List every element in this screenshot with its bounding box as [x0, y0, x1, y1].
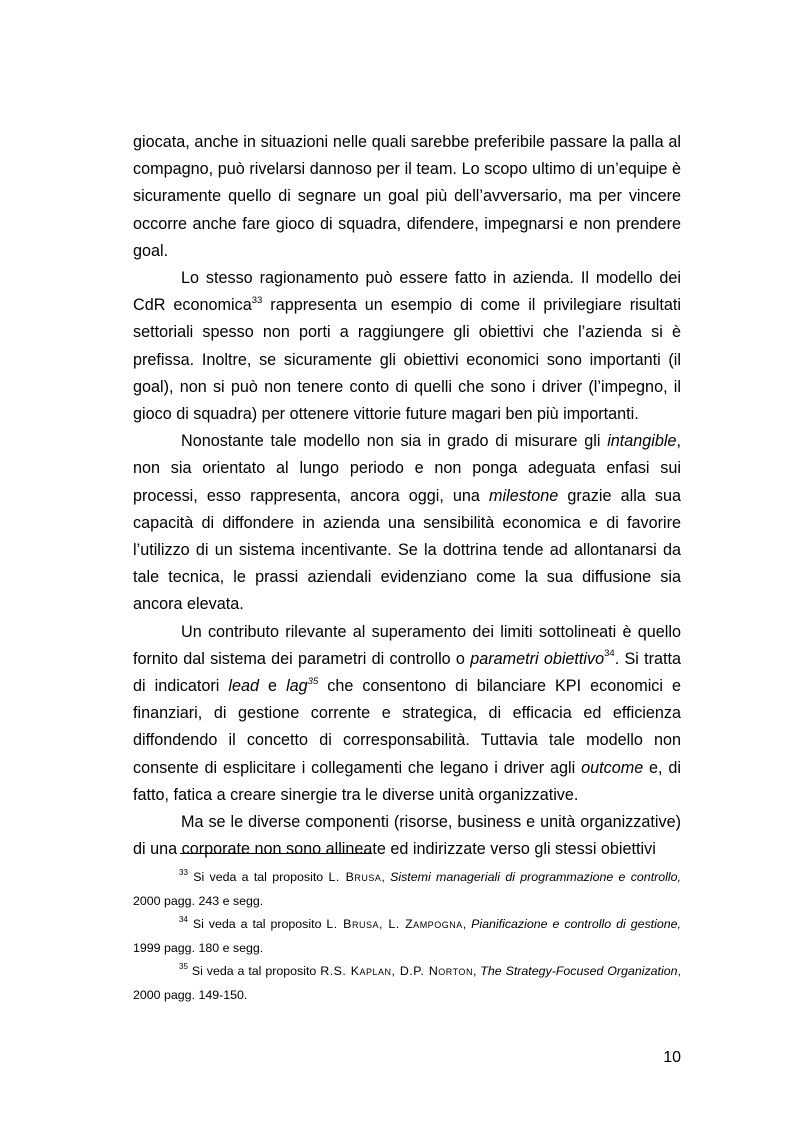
paragraph-2-text-b: rappresenta un esempio di come il privilegiare risultati settoriali spesso non porti a raggiungere gli obiettivi che l’azienda si è prefissa. Inoltre, se sicuramente gli obiettivi economici sono importanti (il goal), non si può non tenere conto di quelli che sono i driver (l’impegno, il gioco di squadra) per ottenere vittorie future magari ben più importanti.	[133, 296, 682, 424]
footnote-33-author: L. Brusa	[328, 870, 382, 884]
paragraph-4-text-c: e	[259, 677, 287, 696]
paragraph-5	[133, 809, 681, 863]
term-lead: lead	[228, 677, 260, 696]
footnote-33-number: 33	[179, 867, 188, 877]
footnote-33-sep: ,	[381, 870, 391, 884]
paragraph-4-text-b: . Si tratta di indicatori	[133, 649, 681, 696]
footnote-34-title: Pianificazione e controllo di gestione,	[471, 917, 681, 931]
footnote-34-number: 34	[179, 914, 188, 924]
paragraph-3	[133, 428, 681, 618]
paragraph-3-text-c: grazie alla sua capacità di diffondere in azienda una sensibilità economica e di favorire l’utilizzo di un sistema incentivante. Se la dottrina tende ad allontanarsi da tale tecnica, le prassi aziendali evidenziano come la sua diffusione sia ancora elevata.	[133, 486, 681, 614]
paragraph-4-text-a: Un contributo rilevante al superamento dei limiti sottolineati è quello fornito dal sistema dei parametri di controllo o	[133, 622, 681, 668]
paragraph-4-text-d: che consentono di bilanciare KPI economici e finanziari, di gestione corrente e strategica, di efficacia ed efficienza diffondendo il concetto di corresponsabilità. Tuttavia tale modello non consente di esplicitare i collegamenti che legano i driver agli	[133, 677, 681, 777]
paragraph-1	[133, 129, 681, 265]
footnote-35	[133, 960, 681, 1007]
paragraph-1-text: giocata, anche in situazioni nelle quali sarebbe preferibile passare la palla al compagno, può rivelarsi dannoso per il team. Lo scopo ultimo di un’equipe è sicuramente quello di segnare un goal più dell’avversario, ma per vincere occorre anche fare gioco di squadra, difendere, impegnarsi e non prendere goal.	[133, 133, 681, 260]
footnote-34	[133, 913, 681, 960]
footnote-ref-35-number: 35	[307, 675, 319, 687]
footnote-34-author: L. Brusa, L. Zampogna	[326, 917, 463, 931]
footnote-33	[133, 866, 681, 913]
term-outcome: outcome	[581, 758, 644, 777]
footnote-33-title: Sistemi manageriali di programmazione e controllo,	[390, 870, 681, 884]
term-lag: lag	[286, 677, 308, 696]
paragraph-2	[133, 265, 681, 428]
paragraph-5-text: Ma se le diverse componenti (risorse, business e unità organizzative) di una corporate non sono allineate ed indirizzate verso gli stessi obiettivi	[133, 813, 681, 859]
main-text	[133, 129, 681, 863]
footnote-35-post: , 2000 pagg. 149-150.	[133, 964, 681, 1002]
paragraph-2-text-a: Lo stesso ragionamento può essere fatto in azienda. Il modello dei CdR economica	[133, 269, 681, 315]
footnote-35-author: R.S. Kaplan, D.P. Norton	[320, 964, 473, 978]
footnote-ref-35	[308, 676, 319, 687]
footnote-separator	[180, 853, 372, 854]
footnotes	[133, 866, 681, 1007]
footnote-34-pre: Si veda a tal proposito	[187, 917, 327, 931]
footnote-34-post: 1999 pagg. 180 e segg.	[133, 940, 264, 955]
footnote-35-title: The Strategy-Focused Organization	[480, 964, 678, 978]
term-milestone: milestone	[489, 486, 559, 505]
paragraph-4-text-e: e, di fatto, fatica a creare sinergie tra le diverse unità organizzative.	[133, 758, 681, 804]
footnote-ref-33: 33	[251, 294, 263, 306]
paragraph-4	[133, 619, 681, 809]
paragraph-3-text-b: , non sia orientato al lungo periodo e non ponga adeguata enfasi sui processi, esso rappresenta, ancora oggi, una	[133, 432, 681, 505]
footnote-33-pre: Si veda a tal proposito	[187, 870, 329, 884]
footnote-33-post: 2000 pagg. 243 e segg.	[133, 893, 264, 908]
footnote-35-sep: ,	[472, 964, 481, 978]
footnote-35-number: 35	[179, 961, 188, 971]
footnote-35-pre: Si veda a tal proposito	[187, 964, 321, 978]
footnote-ref-34: 34	[604, 648, 615, 660]
term-parametri-obiettivo: parametri obiettivo	[470, 649, 605, 668]
footnote-34-sep: ,	[462, 917, 472, 931]
term-intangible: intangible	[607, 432, 677, 451]
page-number: 10	[663, 1049, 681, 1066]
paragraph-3-text-a: Nonostante tale modello non sia in grado di misurare gli	[181, 432, 608, 451]
